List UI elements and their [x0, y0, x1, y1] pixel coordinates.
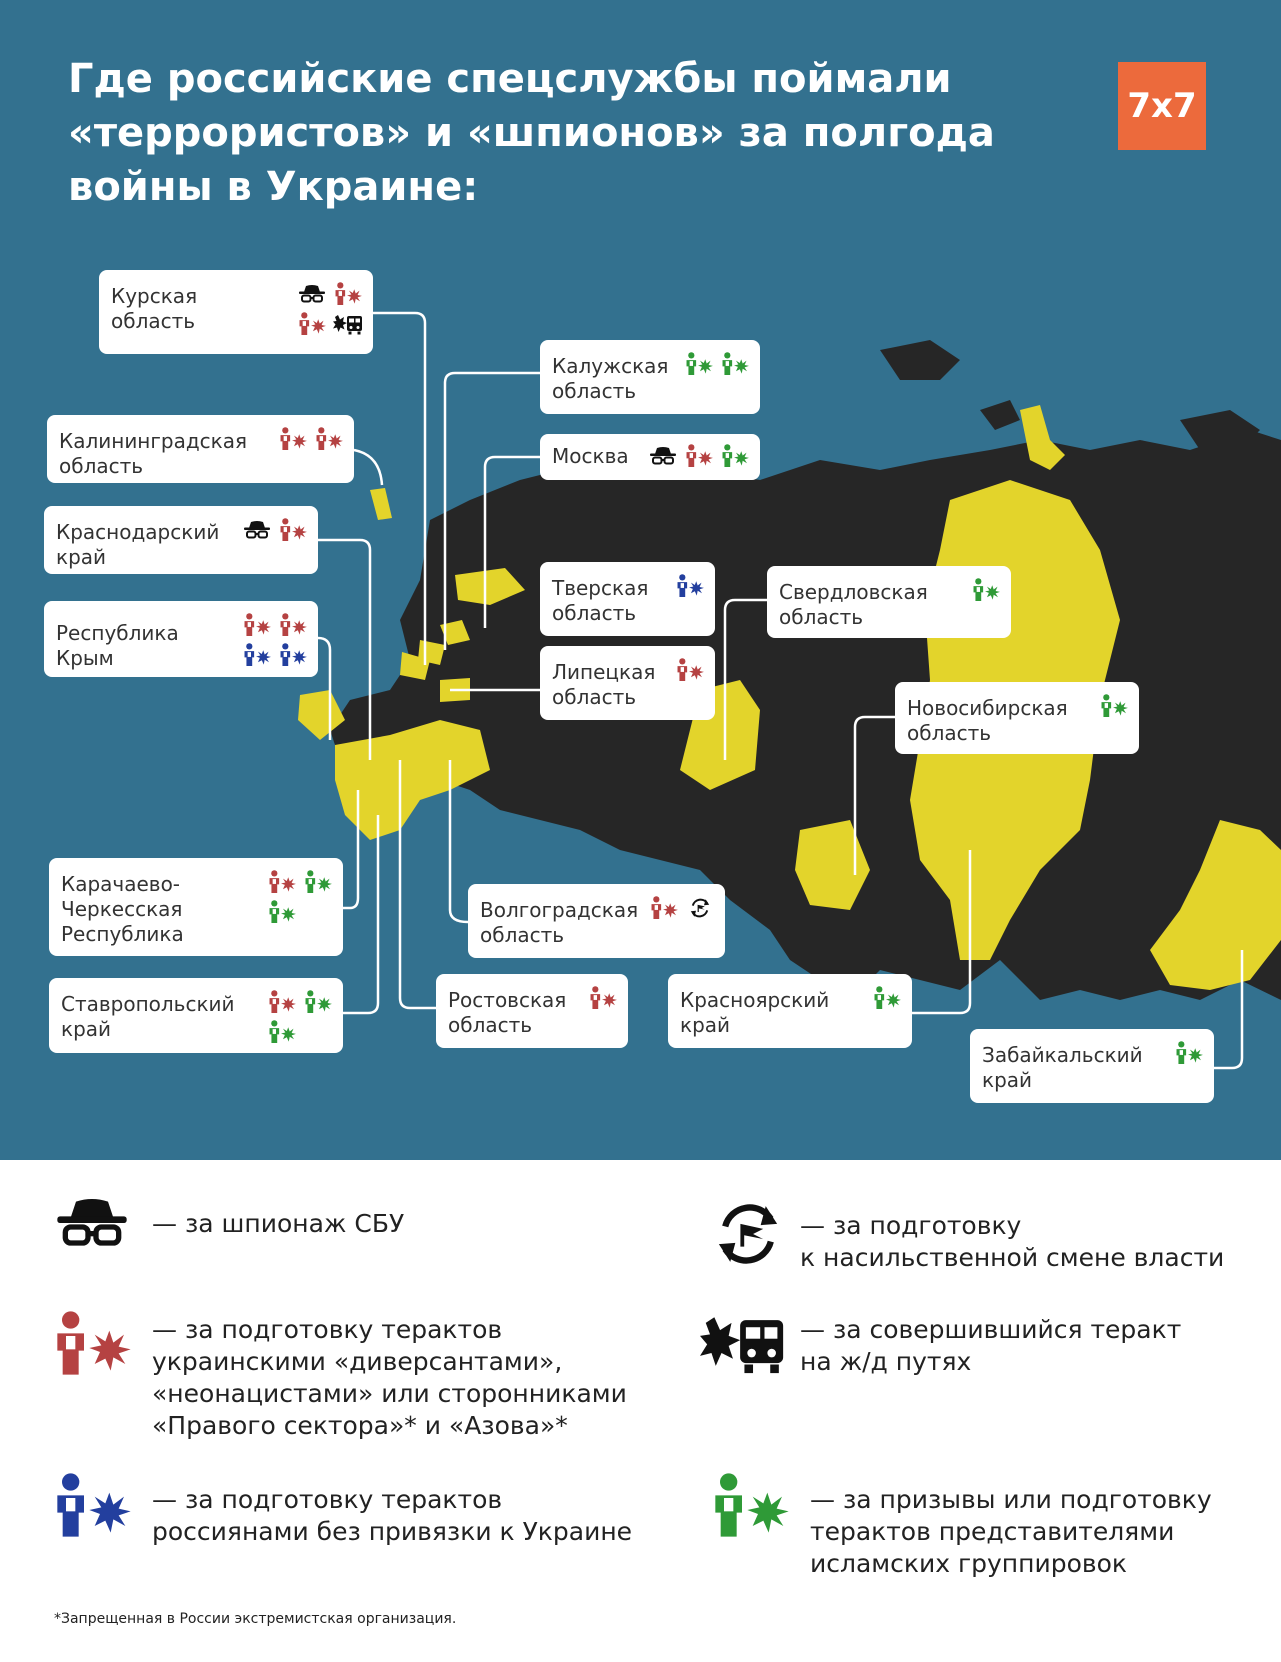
arctic-island: [980, 400, 1020, 430]
region-name: Волгоградская область: [480, 898, 639, 947]
region-name: Новосибирская область: [907, 696, 1068, 745]
region-name: Москва: [552, 444, 629, 468]
terror-green-icon: [684, 352, 714, 376]
footnote: *Запрещенная в России экстремистская организация.: [54, 1611, 457, 1627]
legend-islamist: [710, 1468, 1212, 1580]
region-card-tver: [540, 562, 715, 636]
region-name: Республика Крым: [56, 621, 179, 670]
terror-red-icon: [242, 613, 272, 637]
region-icons: [267, 990, 333, 1044]
region-card-crimea: [44, 601, 318, 677]
region-icons: [242, 518, 308, 542]
terror-green-icon: [872, 986, 902, 1010]
legend-ukrainian-terror: [52, 1306, 627, 1442]
terror-blue-icon: [52, 1468, 132, 1544]
region-name: Забайкальский край: [982, 1043, 1143, 1092]
terror-red-icon: [649, 896, 679, 920]
terror-red-icon: [278, 613, 308, 637]
terror-red-icon: [314, 427, 344, 451]
region-card-kaliningrad: [47, 415, 354, 483]
region-name: Свердловская область: [779, 580, 928, 629]
terror-blue-icon: [278, 643, 308, 667]
terror-red-icon: [267, 990, 297, 1014]
region-card-novosibirsk: [895, 682, 1139, 754]
region-card-zabaikalsky: [970, 1029, 1214, 1103]
legend-spy: [52, 1196, 404, 1250]
region-card-sverdlovsk: [767, 566, 1011, 638]
region-name: Тверская область: [552, 576, 649, 625]
region-icons: [649, 896, 715, 920]
region-card-rostov: [436, 974, 628, 1048]
region-card-volgograd: [468, 884, 725, 958]
legend-ukrainian-terror-text: — за подготовку терактов украинскими «диверсантами», «неонацистами» или сторонниками «Правого сектора»* и «Азова»*: [152, 1315, 627, 1440]
terror-green-icon: [720, 444, 750, 468]
terror-green-icon: [303, 870, 333, 894]
region-card-kchr: [49, 858, 343, 956]
terror-red-icon: [267, 870, 297, 894]
region-card-kursk: [99, 270, 373, 354]
region-icons: [684, 352, 750, 376]
region-name: Красноярский край: [680, 988, 830, 1037]
legend-coup: [710, 1196, 1224, 1274]
terror-green-icon: [1099, 694, 1129, 718]
region-card-krasnoyarsk: [668, 974, 912, 1048]
spy-icon: [242, 518, 272, 542]
region-icons: [872, 986, 902, 1010]
legend-coup-text: — за подготовку к насильственной смене власти: [800, 1211, 1225, 1272]
region-name: Курская область: [111, 284, 198, 333]
region-card-kaluga: [540, 340, 760, 414]
terror-blue-icon: [675, 574, 705, 598]
region-icons: [1174, 1041, 1204, 1065]
terror-red-icon: [278, 518, 308, 542]
terror-green-icon: [267, 900, 297, 924]
region-name: Ростовская область: [448, 988, 567, 1037]
region-icons: [267, 870, 333, 924]
region-icons: [675, 658, 705, 682]
region-name: Ставропольский край: [61, 992, 235, 1041]
page-title: Где российские спецслужбы поймали «террористов» и «шпионов» за полгода войны в Украине:: [68, 56, 995, 210]
terror-red-icon: [588, 986, 618, 1010]
region-icons: [971, 578, 1001, 602]
terror-red-icon: [333, 282, 363, 306]
legend-russian-terror: [52, 1468, 632, 1548]
spy-icon: [297, 282, 327, 306]
region-icons: [1099, 694, 1129, 718]
legend-spy-text: — за шпионаж СБУ: [152, 1209, 405, 1238]
region-icons: [588, 986, 618, 1010]
terror-green-icon: [971, 578, 1001, 602]
region-card-moscow: [540, 434, 760, 480]
legend-railway-attack: [700, 1310, 1181, 1378]
region-card-lipetsk: [540, 646, 715, 720]
region-name: Калининградская область: [59, 429, 248, 478]
region-icons: [242, 613, 308, 667]
highlight-kaliningrad: [370, 488, 392, 520]
terror-red-icon: [675, 658, 705, 682]
terror-red-icon: [52, 1306, 132, 1382]
legend-railway-attack-text: — за совершившийся теракт на ж/д путях: [800, 1315, 1182, 1376]
spy-icon: [648, 444, 678, 468]
terror-blue-icon: [242, 643, 272, 667]
region-name: Калужская область: [552, 354, 669, 403]
terror-green-icon: [267, 1020, 297, 1044]
terror-red-icon: [278, 427, 308, 451]
region-card-stavropol: [49, 978, 343, 1053]
railway-attack-icon: [333, 312, 363, 336]
terror-red-icon: [297, 312, 327, 336]
coup-icon: [685, 896, 715, 920]
spy-icon: [52, 1196, 132, 1250]
railway-attack-icon: [700, 1310, 786, 1376]
region-icons: [297, 282, 363, 336]
region-icons: [648, 444, 750, 468]
terror-green-icon: [303, 990, 333, 1014]
terror-green-icon: [1174, 1041, 1204, 1065]
region-icons: [278, 427, 344, 451]
region-icons: [675, 574, 705, 598]
legend-russian-terror-text: — за подготовку терактов россиянами без привязки к Украине: [152, 1485, 633, 1546]
region-name: Липецкая область: [552, 660, 656, 709]
leader-line-stavropol: [343, 815, 378, 1013]
region-name: Краснодарский край: [56, 520, 220, 569]
logo-7x7: 7x7: [1118, 62, 1206, 150]
arctic-island: [880, 340, 960, 380]
terror-green-icon: [720, 352, 750, 376]
leader-line-kaliningrad: [354, 450, 382, 485]
terror-red-icon: [684, 444, 714, 468]
terror-green-icon: [710, 1468, 790, 1544]
region-name: Карачаево- Черкесская Республика: [61, 872, 184, 946]
coup-icon: [710, 1196, 786, 1272]
legend-islamist-text: — за призывы или подготовку терактов представителями исламских группировок: [810, 1485, 1212, 1578]
region-card-krasnodar: [44, 506, 318, 574]
